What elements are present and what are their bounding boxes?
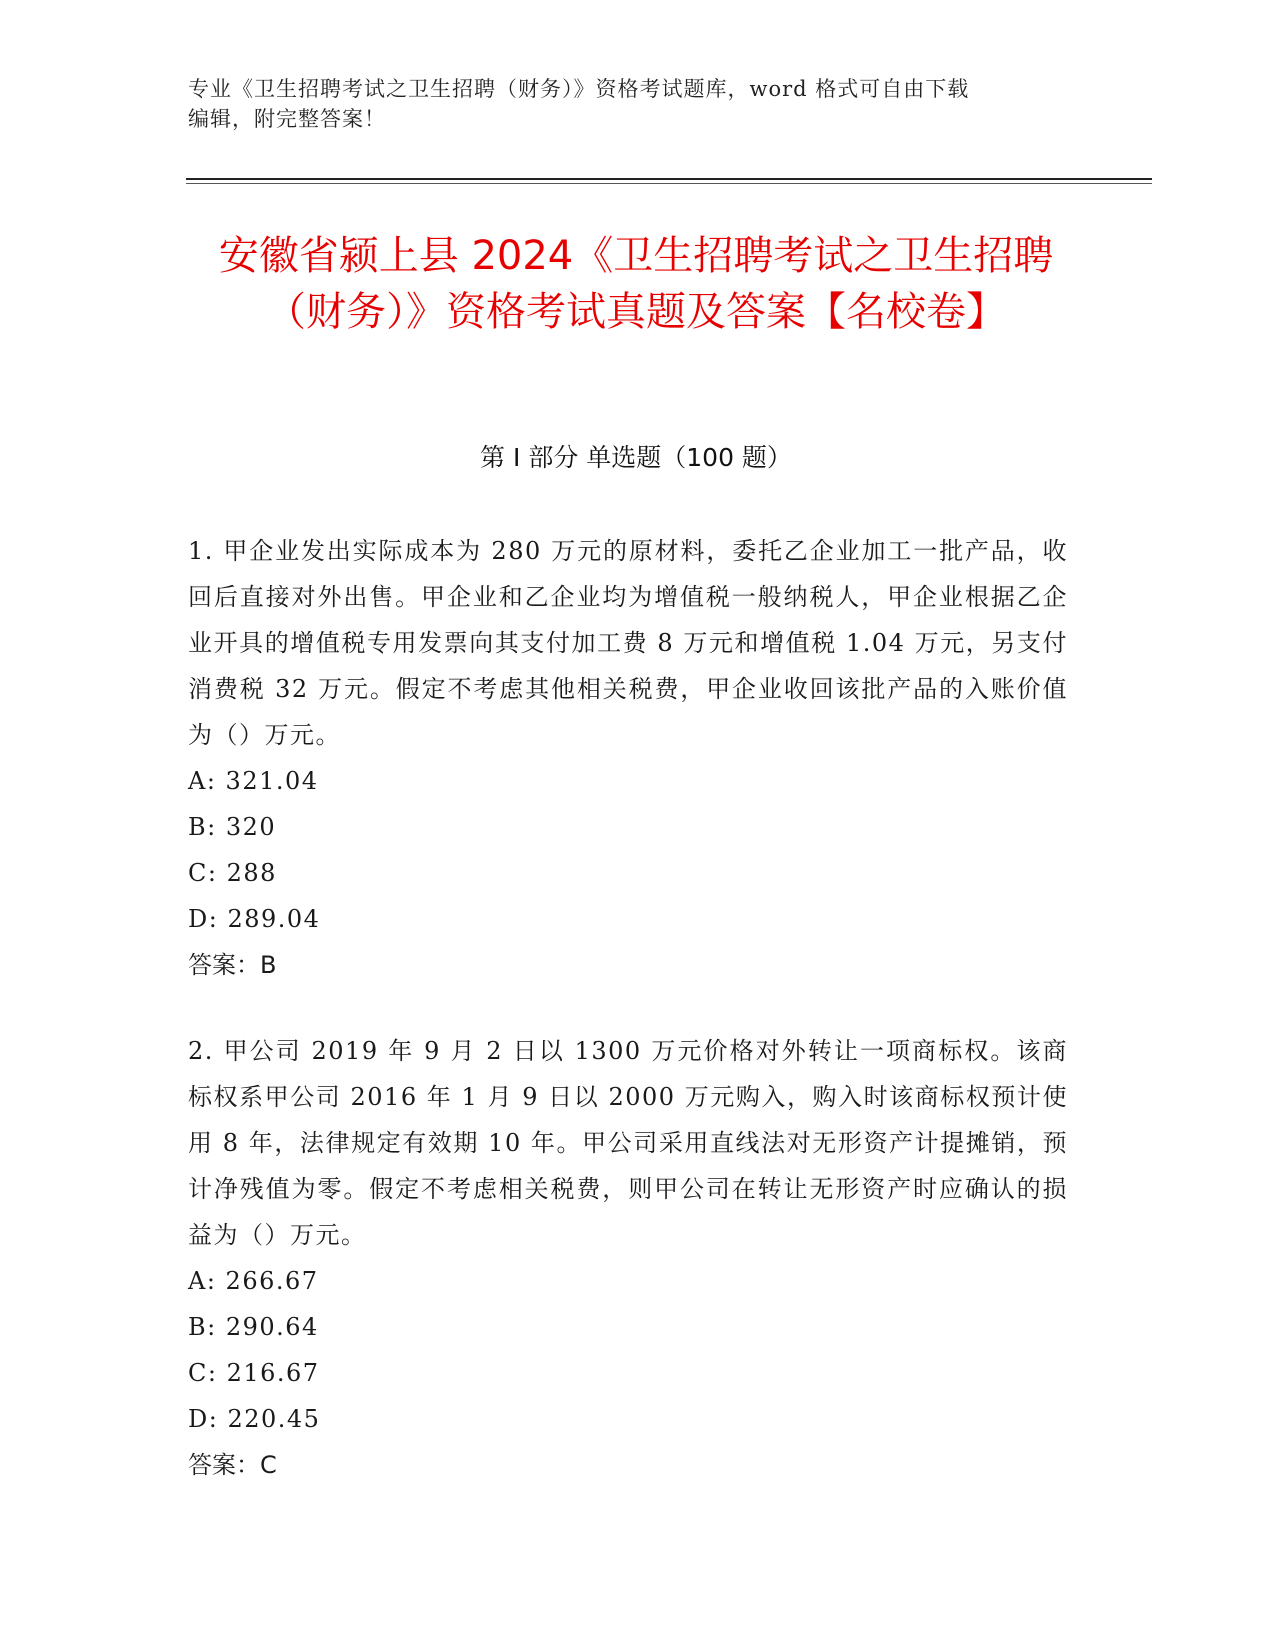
- option-d: D: 289.04: [188, 905, 321, 933]
- option-c: C: 288: [188, 859, 277, 887]
- question-stem: 1. 甲企业发出实际成本为 280 万元的原材料，委托乙企业加工一批产品，收回后直接对外出售。甲企业和乙企业均为增值税一般纳税人，甲企业根据乙企业开具的增值税专用发票向其支付加工费 8 万元和增值税 1.04 万元，另支付消费税 32 万元。假定不考虑其他相关税费，甲企业收回该批产品的入账价值为（）万元。: [188, 537, 1068, 749]
- header-divider-thin: [186, 183, 1152, 184]
- header-note: [188, 74, 1088, 134]
- document-title: 安徽省颍上县 2024《卫生招聘考试之卫生招聘（财务）》资格考试真题及答案【名校卷】: [218, 233, 1054, 335]
- option-b: B: 320: [188, 813, 277, 841]
- option-a: A: 266.67: [188, 1267, 319, 1295]
- option-c: C: 216.67: [188, 1359, 320, 1387]
- header-note-line-2: 编辑，附完整答案！: [188, 107, 386, 131]
- question-2: [188, 1028, 1068, 1488]
- answer: 答案：C: [188, 1451, 277, 1479]
- question-stem: 2. 甲公司 2019 年 9 月 2 日以 1300 万元价格对外转让一项商标权。该商标权系甲公司 2016 年 1 月 9 日以 2000 万元购入，购入时该商标权预计使用 8 年，法律规定有效期 10 年。甲公司采用直线法对无形资产计提摊销，预计净残值为零。假定不考虑相关税费，则甲公司在转让无形资产时应确认的损益为（）万元。: [188, 1037, 1068, 1249]
- option-d: D: 220.45: [188, 1405, 321, 1433]
- header-note-line-1: 专业《卫生招聘考试之卫生招聘（财务）》资格考试题库，word 格式可自由下载: [188, 77, 970, 101]
- section-title: 第 I 部分 单选题（100 题）: [480, 443, 792, 472]
- question-1: [188, 528, 1068, 988]
- answer: 答案：B: [188, 951, 277, 979]
- header-divider: [186, 178, 1152, 180]
- option-a: A: 321.04: [188, 767, 319, 795]
- option-b: B: 290.64: [188, 1313, 319, 1341]
